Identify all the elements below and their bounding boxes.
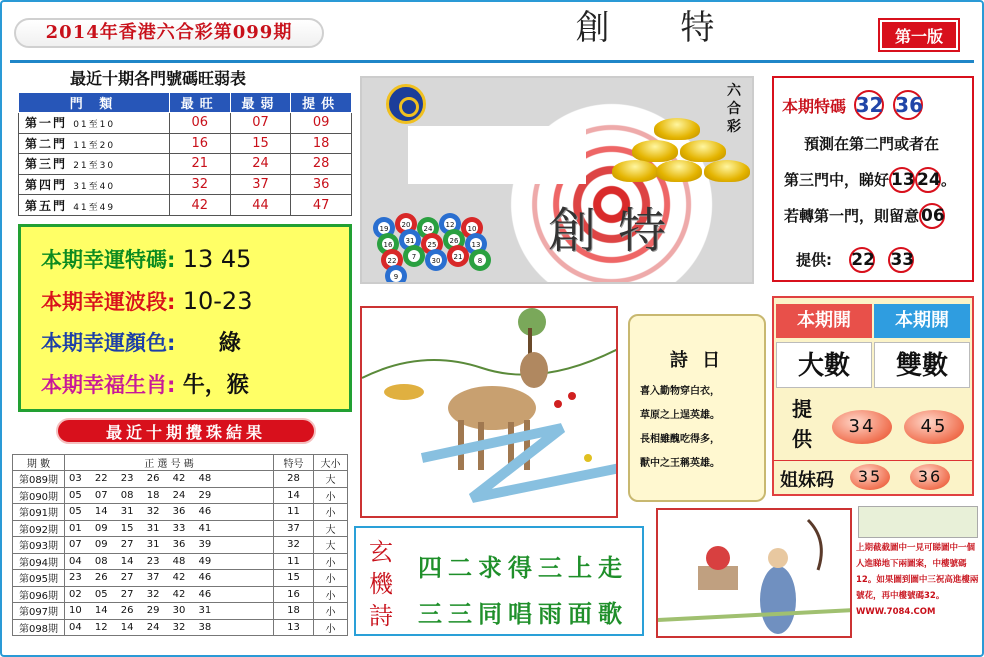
lucky-zodiac-value: 牛，猴 bbox=[182, 373, 249, 398]
lottery-ball bbox=[403, 245, 425, 267]
gate-offer: 28 bbox=[291, 154, 352, 175]
res-issue: 第097期 bbox=[13, 603, 65, 620]
svg-text:8: 8 bbox=[477, 257, 483, 265]
svg-text:31: 31 bbox=[405, 237, 415, 245]
special-line-3 bbox=[784, 198, 970, 234]
res-size: 大 bbox=[314, 471, 348, 488]
res-nums: 05 14 31 32 36 46 bbox=[65, 504, 274, 521]
svg-text:7: 7 bbox=[411, 253, 417, 261]
sister-label: 姐妹码 bbox=[780, 470, 834, 491]
hero-liuhe-label: 六合彩 bbox=[727, 83, 741, 135]
verse-side-char-1: 玄 bbox=[369, 538, 393, 566]
gold-ingot-icon bbox=[612, 160, 658, 182]
svg-text:26: 26 bbox=[449, 237, 459, 245]
res-size: 小 bbox=[314, 553, 348, 570]
note-block bbox=[856, 540, 982, 636]
table-row bbox=[13, 471, 348, 488]
svg-text:22: 22 bbox=[387, 257, 397, 265]
note-url: WWW.7084.COM bbox=[856, 607, 936, 617]
gold-ingot-icon bbox=[656, 160, 702, 182]
special-offer-row bbox=[784, 242, 970, 278]
table-row bbox=[13, 603, 348, 620]
res-size: 小 bbox=[314, 504, 348, 521]
res-special: 11 bbox=[274, 553, 314, 570]
gate-cold: 15 bbox=[230, 133, 291, 154]
verse-side-char-3: 詩 bbox=[369, 602, 393, 630]
gate-offer: 18 bbox=[291, 133, 352, 154]
svg-text:13: 13 bbox=[471, 241, 481, 249]
svg-text:20: 20 bbox=[401, 221, 411, 229]
lottery-ball bbox=[425, 249, 447, 271]
paper-title: 創 特 bbox=[575, 8, 745, 48]
res-nums: 10 14 26 29 30 31 bbox=[65, 603, 274, 620]
special-head-row bbox=[782, 90, 923, 120]
res-size: 小 bbox=[314, 570, 348, 587]
gate-hot: 16 bbox=[169, 133, 230, 154]
gold-ingot-icon bbox=[654, 118, 700, 140]
poem-line-1: 喜入勤物穿白衣， bbox=[640, 386, 720, 397]
poem-line-4: 獸中之王稱英雄。 bbox=[640, 458, 720, 469]
res-col-nums: 正 選 号 碼 bbox=[65, 455, 274, 471]
res-issue: 第091期 bbox=[13, 504, 65, 521]
sister-num-2: 36 bbox=[910, 464, 950, 490]
odd-even-value-2: 雙數 bbox=[874, 342, 970, 388]
res-issue: 第093期 bbox=[13, 537, 65, 554]
table-row bbox=[13, 487, 348, 504]
special-num-1: 32 bbox=[854, 90, 884, 120]
gate-row bbox=[19, 133, 352, 154]
gate-col-offer: 提供 bbox=[291, 93, 352, 113]
sister-row bbox=[774, 460, 972, 494]
res-issue: 第089期 bbox=[13, 471, 65, 488]
res-col-issue: 期 數 bbox=[13, 455, 65, 471]
odd-even-head-2: 本期開 bbox=[874, 304, 970, 338]
poem-scroll bbox=[628, 314, 766, 502]
lottery-ball bbox=[469, 249, 491, 271]
special-pick-1: 13 bbox=[889, 167, 915, 193]
note-text: 上期截截圖中一見可睇圖中一個人進睇地下兩圖案，中樓號碼12。如果圖到圖中三祝高進樓兩號花，再中樓號碼32。 bbox=[856, 543, 979, 601]
gate-name: 第四門 31至40 bbox=[19, 174, 170, 195]
gate-name: 第三門 21至30 bbox=[19, 154, 170, 175]
res-special: 16 bbox=[274, 586, 314, 603]
lucky-special-row bbox=[41, 239, 251, 279]
special-offer-label: 提供: bbox=[796, 251, 832, 269]
table-row bbox=[13, 537, 348, 554]
table-row bbox=[13, 553, 348, 570]
res-size: 大 bbox=[314, 537, 348, 554]
gate-name: 第一門 01至10 bbox=[19, 113, 170, 134]
results-title: 最近十期攪珠結果 bbox=[56, 418, 316, 444]
res-special: 32 bbox=[274, 537, 314, 554]
res-nums: 01 09 15 31 33 41 bbox=[65, 520, 274, 537]
res-issue: 第094期 bbox=[13, 553, 65, 570]
res-special: 15 bbox=[274, 570, 314, 587]
gate-name: 第二門 11至20 bbox=[19, 133, 170, 154]
res-special: 11 bbox=[274, 504, 314, 521]
gate-hot: 42 bbox=[169, 195, 230, 216]
lucky-zodiac-label: 本期幸福生肖: bbox=[41, 373, 176, 397]
table-row bbox=[13, 586, 348, 603]
gate-cold: 37 bbox=[230, 174, 291, 195]
verse-line-2: 三三同唱雨面歌 bbox=[418, 600, 628, 628]
gate-row bbox=[19, 154, 352, 175]
table-row bbox=[13, 619, 348, 636]
gate-table bbox=[18, 92, 352, 216]
gate-cold: 07 bbox=[230, 113, 291, 134]
gate-col-hot: 最旺 bbox=[169, 93, 230, 113]
svg-text:10: 10 bbox=[467, 225, 477, 233]
res-issue: 第098期 bbox=[13, 619, 65, 636]
gate-offer: 09 bbox=[291, 113, 352, 134]
verse-line-1: 四二求得三上走 bbox=[418, 554, 628, 582]
res-nums: 04 12 14 24 32 38 bbox=[65, 619, 274, 636]
special-pick-3: 06 bbox=[919, 203, 945, 229]
res-special: 28 bbox=[274, 471, 314, 488]
res-special: 37 bbox=[274, 520, 314, 537]
special-line-3-text: 若轉第一門，則留意 bbox=[784, 207, 920, 225]
res-size: 小 bbox=[314, 586, 348, 603]
lucky-color-value: 綠 bbox=[218, 331, 241, 356]
gate-name: 第五門 41至49 bbox=[19, 195, 170, 216]
gate-hot: 32 bbox=[169, 174, 230, 195]
odd-even-head-1: 本期開 bbox=[776, 304, 872, 338]
lucky-color-label: 本期幸運顏色: bbox=[41, 331, 176, 355]
scholar-illustration bbox=[656, 508, 852, 638]
odd-even-offer-label: 提供 bbox=[792, 397, 812, 451]
res-nums: 23 26 27 37 42 46 bbox=[65, 570, 274, 587]
results-table bbox=[12, 454, 348, 636]
thumbnail-image bbox=[858, 506, 978, 538]
gate-row bbox=[19, 113, 352, 134]
res-special: 13 bbox=[274, 619, 314, 636]
odd-even-box bbox=[772, 296, 974, 496]
gate-offer: 47 bbox=[291, 195, 352, 216]
odd-even-offer-2: 45 bbox=[904, 410, 964, 444]
special-line-2 bbox=[784, 162, 970, 198]
odd-even-offer-1: 34 bbox=[832, 410, 892, 444]
res-nums: 07 09 27 31 36 39 bbox=[65, 537, 274, 554]
special-head-label: 本期特碼 bbox=[782, 97, 847, 116]
res-special: 14 bbox=[274, 487, 314, 504]
table-row bbox=[13, 504, 348, 521]
header-divider bbox=[10, 60, 974, 63]
res-issue: 第090期 bbox=[13, 487, 65, 504]
svg-text:24: 24 bbox=[423, 225, 433, 233]
verse-box bbox=[354, 526, 644, 636]
gate-table-title: 最近十期各門號碼旺弱表 bbox=[70, 69, 247, 88]
lucky-special-label: 本期幸運特碼: bbox=[41, 248, 176, 272]
gold-ingot-icon bbox=[704, 160, 750, 182]
res-size: 小 bbox=[314, 603, 348, 620]
svg-text:30: 30 bbox=[431, 257, 441, 265]
gold-ingot-icon bbox=[632, 140, 678, 162]
special-offer-1: 22 bbox=[849, 247, 875, 273]
verse-side-label bbox=[364, 536, 398, 632]
odd-even-value-1: 大數 bbox=[776, 342, 872, 388]
gate-row bbox=[19, 195, 352, 216]
poem-line-3: 長相雖醜吃得多， bbox=[640, 434, 720, 445]
gate-col-type: 門 類 bbox=[19, 93, 170, 113]
lucky-wave-label: 本期幸運波段: bbox=[41, 290, 176, 314]
issue-title: 2014年香港六合彩第099期 bbox=[14, 18, 324, 48]
res-size: 大 bbox=[314, 520, 348, 537]
res-size: 小 bbox=[314, 487, 348, 504]
special-number-box bbox=[772, 76, 974, 282]
gate-col-cold: 最弱 bbox=[230, 93, 291, 113]
lottery-ball bbox=[447, 245, 469, 267]
res-issue: 第096期 bbox=[13, 586, 65, 603]
res-size: 小 bbox=[314, 619, 348, 636]
svg-text:19: 19 bbox=[379, 225, 389, 233]
poem-line-2: 草原之上逞英雄。 bbox=[640, 410, 720, 421]
lucky-zodiac-row bbox=[41, 365, 249, 405]
res-special: 18 bbox=[274, 603, 314, 620]
special-pick-2: 24 bbox=[915, 167, 941, 193]
special-num-2: 36 bbox=[893, 90, 923, 120]
special-offer-2: 33 bbox=[888, 247, 914, 273]
res-issue: 第095期 bbox=[13, 570, 65, 587]
lucky-color-row bbox=[41, 323, 241, 363]
poem-title: 詩 日 bbox=[669, 350, 725, 371]
sister-num-1: 35 bbox=[850, 464, 890, 490]
gate-hot: 06 bbox=[169, 113, 230, 134]
res-nums: 02 05 27 32 42 46 bbox=[65, 586, 274, 603]
scholar-drawing bbox=[658, 510, 852, 638]
res-issue: 第092期 bbox=[13, 520, 65, 537]
res-nums: 05 07 08 18 24 29 bbox=[65, 487, 274, 504]
svg-text:21: 21 bbox=[453, 253, 463, 261]
gate-row bbox=[19, 174, 352, 195]
svg-text:25: 25 bbox=[427, 241, 437, 249]
table-row bbox=[13, 570, 348, 587]
verse-side-char-2: 機 bbox=[369, 570, 393, 598]
res-col-special: 特号 bbox=[274, 455, 314, 471]
lottery-logo-icon bbox=[386, 84, 426, 124]
res-nums: 03 22 23 26 42 48 bbox=[65, 471, 274, 488]
special-line-2-text: 第三門中，睇好 bbox=[784, 171, 890, 189]
edition-badge: 第一版 bbox=[880, 20, 958, 50]
table-row bbox=[13, 520, 348, 537]
svg-text:16: 16 bbox=[383, 241, 393, 249]
hero-blank-area bbox=[408, 126, 586, 184]
lucky-box bbox=[18, 224, 352, 412]
svg-text:9: 9 bbox=[393, 273, 399, 281]
gate-offer: 36 bbox=[291, 174, 352, 195]
hero-title: 創特 bbox=[548, 203, 689, 259]
res-nums: 04 08 14 23 48 49 bbox=[65, 553, 274, 570]
ox-drawing bbox=[362, 308, 618, 518]
lucky-wave-value: 10-23 bbox=[182, 287, 253, 315]
lucky-wave-row bbox=[41, 281, 252, 321]
gate-hot: 21 bbox=[169, 154, 230, 175]
res-col-size: 大小 bbox=[314, 455, 348, 471]
gate-cold: 24 bbox=[230, 154, 291, 175]
svg-text:12: 12 bbox=[445, 221, 455, 229]
special-line-1: 預測在第二門或者在 bbox=[804, 135, 940, 153]
special-line-2-end: 。 bbox=[941, 171, 957, 189]
lucky-special-value: 13 45 bbox=[182, 245, 252, 273]
gold-ingot-icon bbox=[680, 140, 726, 162]
gate-cold: 44 bbox=[230, 195, 291, 216]
ox-illustration bbox=[360, 306, 618, 518]
